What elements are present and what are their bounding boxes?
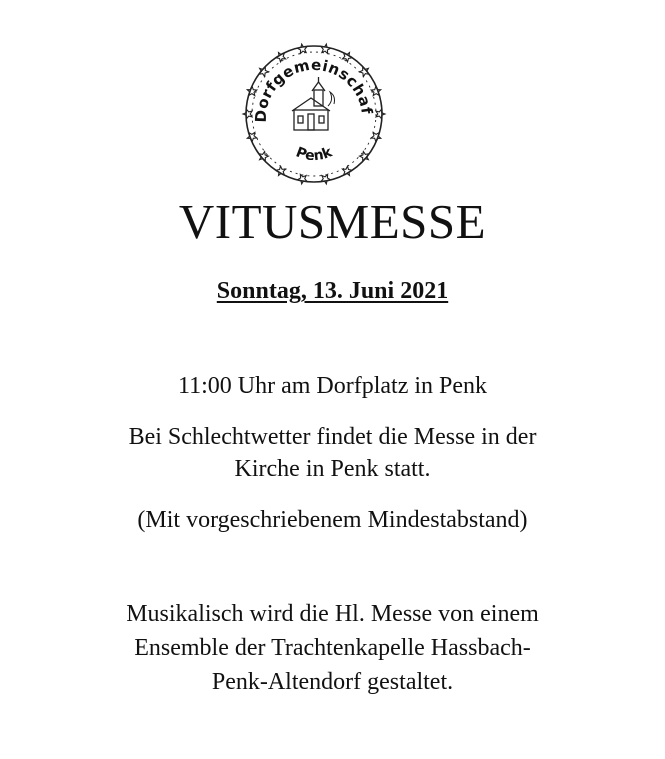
dorfgemeinschaft-logo — [238, 40, 390, 188]
weather-note-line: Kirche in Penk statt. — [234, 456, 431, 482]
weather-note — [0, 421, 665, 485]
star-icon — [360, 152, 369, 161]
star-icon — [298, 44, 307, 53]
svg-text:Penk — [294, 144, 335, 164]
music-note-line: Ensemble der Trachtenkapelle Hassbach- — [134, 635, 531, 661]
music-note-line: Musikalisch wird die Hl. Messe von einem — [126, 601, 539, 627]
star-icon — [276, 166, 285, 175]
logo-text-top: Dorfgemeinschaf — [251, 55, 376, 123]
star-icon — [298, 175, 307, 184]
star-icon — [342, 166, 351, 175]
star-icon — [259, 152, 268, 161]
star-icon — [342, 53, 351, 62]
weather-note-line: Bei Schlechtwetter findet die Messe in der — [128, 424, 537, 450]
logo-emblem — [238, 40, 390, 188]
event-date: Sonntag, 13. Juni 2021 — [216, 278, 449, 304]
chapel-icon — [292, 77, 335, 130]
star-icon — [243, 109, 252, 119]
star-icon — [276, 53, 285, 62]
star-icon — [259, 67, 268, 76]
star-icon — [371, 86, 381, 95]
music-note — [0, 597, 665, 699]
star-icon — [360, 67, 369, 76]
logo-text-bottom: Penk — [293, 144, 335, 165]
distance-note: (Mit vorgeschriebenem Mindestabstand) — [137, 507, 528, 533]
star-icon — [376, 109, 385, 119]
star-icon — [321, 175, 330, 184]
star-icon — [371, 132, 381, 141]
star-icon — [247, 86, 257, 95]
time-place: 11:00 Uhr am Dorfplatz in Penk — [177, 373, 488, 399]
star-icon — [321, 44, 330, 53]
music-note-line: Penk-Altendorf gestaltet. — [211, 669, 454, 695]
event-title: VITUSMESSE — [178, 194, 487, 249]
